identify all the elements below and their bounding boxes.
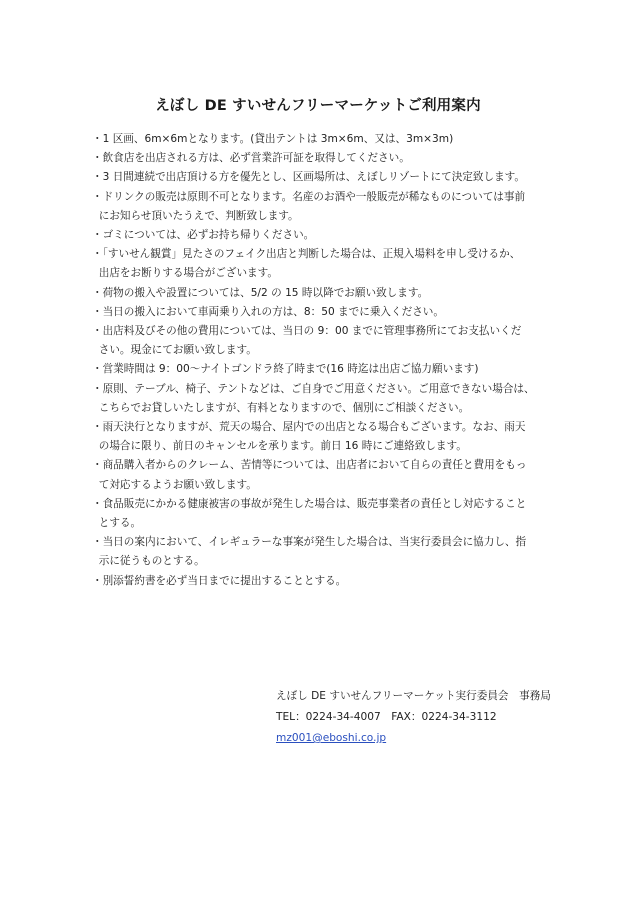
rule-item (92, 533, 562, 571)
rule-line: ・当日の搬入において車両乗り入れの方は、8：50 までに乗入ください。 (92, 305, 444, 318)
rule-item (92, 572, 562, 591)
rule-item (92, 245, 562, 283)
rule-line: ・飲食店を出店される方は、必ず営業許可証を取得してください。 (92, 152, 410, 165)
rule-line: ・1 区画、6m×6mとなります。(貸出テントは 3m×6m、又は、3m×3m) (92, 133, 454, 145)
rule-line: 示に従うものとする。 (92, 555, 205, 568)
rule-line: ・別添誓約書を必ず当日までに提出することとする。 (92, 574, 347, 587)
contact-footer (276, 686, 606, 749)
rule-item (92, 188, 562, 226)
rule-item (92, 303, 562, 322)
rule-line: ・雨天決行となりますが、荒天の場合、屋内での出店となる場合もございます。なお、雨天 (92, 421, 526, 434)
rule-line: ・当日の案内において、イレギュラーな事案が発生した場合は、当実行委員会に協力し、指 (92, 536, 527, 549)
rule-item (92, 322, 562, 360)
rule-item (92, 284, 562, 303)
rule-line: ・商品購入者からのクレーム、苦情等については、出店者において自らの責任と費用をもっ (92, 459, 527, 472)
rule-line: とする。 (92, 517, 142, 530)
rule-line: て対応するようお願い致します。 (92, 478, 257, 491)
rule-line: ・「すいせん観賞」見たさのフェイク出店と判断した場合は、正規入場料を申し受けるか、 (92, 248, 521, 261)
rule-line: ・食品販売にかかる健康被害の事故が発生した場合は、販売事業者の責任とし対応すること (92, 497, 527, 510)
rule-line: ・原則、テーブル、椅子、テントなどは、ご自身でご用意ください。ご用意できない場合は、 (92, 382, 535, 395)
rule-item (92, 130, 562, 149)
rule-item (92, 380, 562, 418)
rule-item (92, 226, 562, 245)
rule-line: ・ゴミについては、必ずお持ち帰りください。 (92, 229, 315, 242)
rule-item (92, 149, 562, 168)
rule-line: さい。現金にてお願い致します。 (92, 344, 257, 357)
phone-fax: TEL：0224-34-4007 FAX：0224-34-3112 (276, 711, 497, 723)
rule-item (92, 418, 562, 456)
email-row (276, 728, 606, 749)
rule-line: ・3 日間連続で出店頂ける方を優先とし、区画場所は、えぼしリゾートにて決定致します。 (92, 171, 526, 184)
rule-item (92, 456, 562, 494)
rules-list (92, 130, 562, 591)
organizer-name: えぼし DE すいせんフリーマーケット実行委員会 事務局 (276, 690, 551, 702)
rule-line: こちらでお貸しいたしますが、有料となりますので、個別にご相談ください。 (92, 401, 470, 414)
rule-item (92, 495, 562, 533)
rule-item (92, 360, 562, 379)
rule-line: ・ドリンクの販売は原則不可となります。名産のお酒や一般販売が稀なものについては事前 (92, 190, 526, 203)
document-title: えぼし DE すいせんフリーマーケットご利用案内 (155, 98, 481, 114)
rule-line: にお知らせ頂いたうえで、判断致します。 (92, 209, 299, 222)
rule-line: 出店をお断りする場合がございます。 (92, 267, 278, 280)
email-link[interactable]: mz001@eboshi.co.jp (276, 732, 387, 744)
rule-line: ・営業時間は 9：00～ナイトゴンドラ終了時まで(16 時迄は出店ご協力願います) (92, 363, 479, 376)
rule-line: ・荷物の搬入や設置については、5/2 の 15 時以降でお願い致します。 (92, 286, 429, 299)
rule-line: ・出店料及びその他の費用については、当日の 9：00 までに管理事務所にてお支払いくだ (92, 325, 522, 338)
rule-line: の場合に限り、前日のキャンセルを承ります。前日 16 時にご連絡致します。 (92, 440, 467, 453)
rule-item (92, 168, 562, 187)
